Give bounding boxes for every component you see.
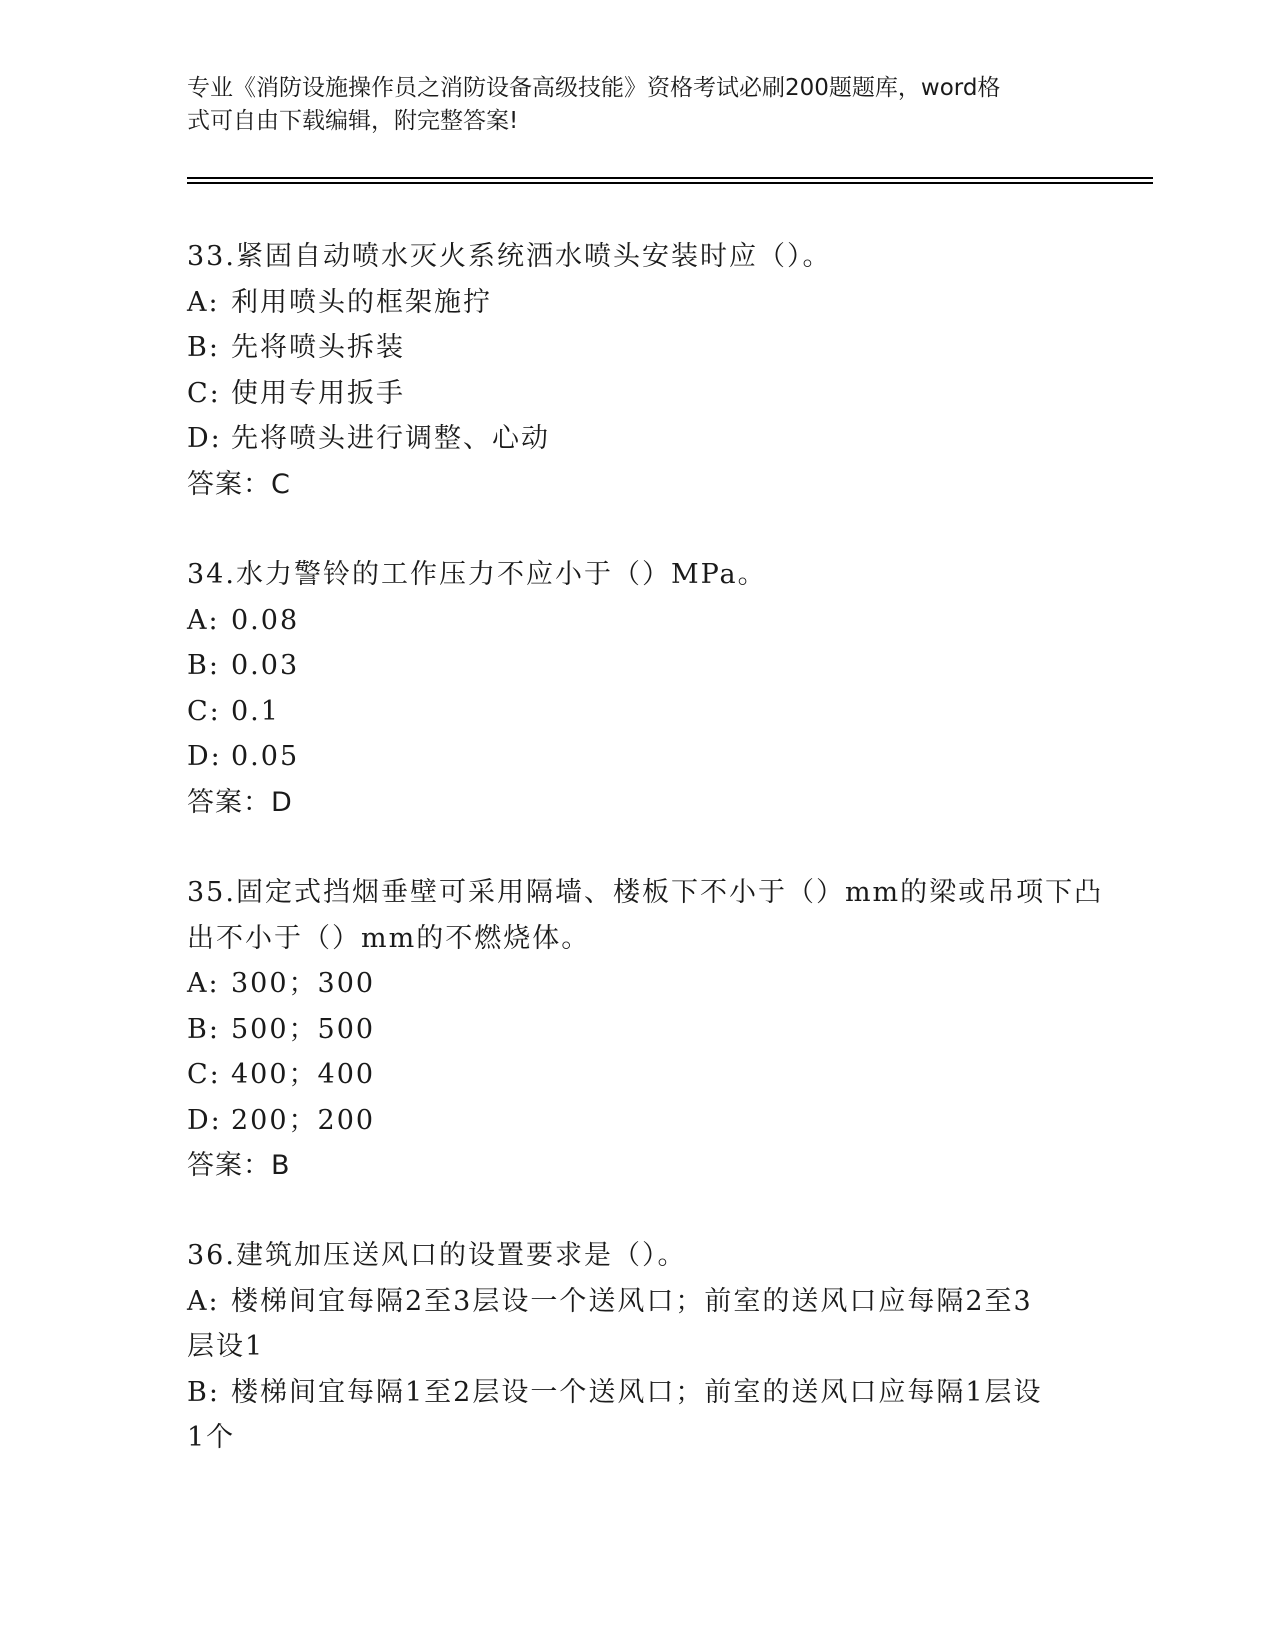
- option-text: 先将喷头进行调整、心动: [231, 423, 550, 454]
- option-text: 200；200: [231, 1104, 376, 1136]
- option-text: 先将喷头拆装: [231, 332, 405, 363]
- option-text: 300；300: [231, 968, 376, 999]
- option-label: C:: [187, 1059, 221, 1090]
- option-b: [187, 1370, 1087, 1416]
- option-a: [187, 598, 1087, 644]
- option-b-continued: 1个: [187, 1422, 236, 1453]
- option-label: D:: [187, 741, 222, 772]
- option-label: B:: [187, 650, 220, 681]
- answer: 答案：B: [187, 1150, 291, 1181]
- question-stem-continued: 出不小于（）mm的不燃烧体。: [187, 922, 591, 954]
- option-d: [187, 1098, 1087, 1144]
- option-label: B:: [187, 1013, 220, 1045]
- option-text: 0.1: [231, 695, 280, 727]
- option-c: [187, 689, 1087, 735]
- option-c: [187, 371, 1087, 417]
- option-d: [187, 416, 1087, 462]
- option-a: [187, 1279, 1087, 1325]
- question-33: [187, 234, 1087, 507]
- option-text: 400；400: [231, 1059, 376, 1090]
- question-36: [187, 1233, 1087, 1461]
- question-stem: 34.水力警铃的工作压力不应小于（）MPa。: [187, 559, 767, 590]
- option-label: C:: [187, 695, 221, 727]
- option-text: 0.08: [231, 604, 300, 636]
- option-d: [187, 734, 1087, 780]
- option-text: 利用喷头的框架施拧: [231, 286, 492, 318]
- answer: 答案：C: [187, 468, 291, 500]
- option-label: C:: [187, 377, 221, 409]
- option-text: 500；500: [231, 1013, 376, 1045]
- option-b: [187, 1007, 1087, 1053]
- option-label: A:: [187, 286, 220, 318]
- option-label: A:: [187, 1285, 220, 1317]
- question-stem: 35.固定式挡烟垂壁可采用隔墙、楼板下不小于（）mm的梁或吊项下凸: [187, 877, 1104, 908]
- option-label: A:: [187, 604, 220, 636]
- option-text: 0.05: [231, 741, 300, 772]
- header-line-2: 式可自由下载编辑，附完整答案!: [187, 108, 519, 134]
- option-text: 楼梯间宜每隔2至3层设一个送风口；前室的送风口应每隔2至3: [231, 1285, 1033, 1317]
- option-text: 0.03: [231, 650, 300, 681]
- question-stem: 33.紧固自动喷水灭火系统洒水喷头安装时应（）。: [187, 241, 832, 272]
- option-label: D:: [187, 423, 222, 454]
- header-divider-top: [187, 177, 1153, 179]
- option-b: [187, 643, 1087, 689]
- option-a: [187, 961, 1087, 1007]
- option-label: A:: [187, 968, 220, 999]
- option-label: B:: [187, 332, 220, 363]
- header-line-1: 专业《消防设施操作员之消防设备高级技能》资格考试必刷200题题库，word格: [187, 75, 1001, 101]
- option-b: [187, 325, 1087, 371]
- question-35: [187, 870, 1104, 1189]
- option-c: [187, 1052, 1087, 1098]
- option-label: B:: [187, 1376, 220, 1408]
- option-text: 楼梯间宜每隔1至2层设一个送风口；前室的送风口应每隔1层设: [231, 1376, 1043, 1408]
- question-34: [187, 552, 1087, 825]
- option-a-continued: 层设1: [187, 1331, 265, 1362]
- question-stem: 36.建筑加压送风口的设置要求是（）。: [187, 1240, 687, 1271]
- option-label: D:: [187, 1104, 222, 1136]
- option-a: [187, 280, 1087, 326]
- document-header: [187, 72, 1067, 138]
- option-text: 使用专用扳手: [231, 377, 405, 409]
- answer: 答案：D: [187, 786, 293, 818]
- header-divider-bottom: [187, 182, 1153, 184]
